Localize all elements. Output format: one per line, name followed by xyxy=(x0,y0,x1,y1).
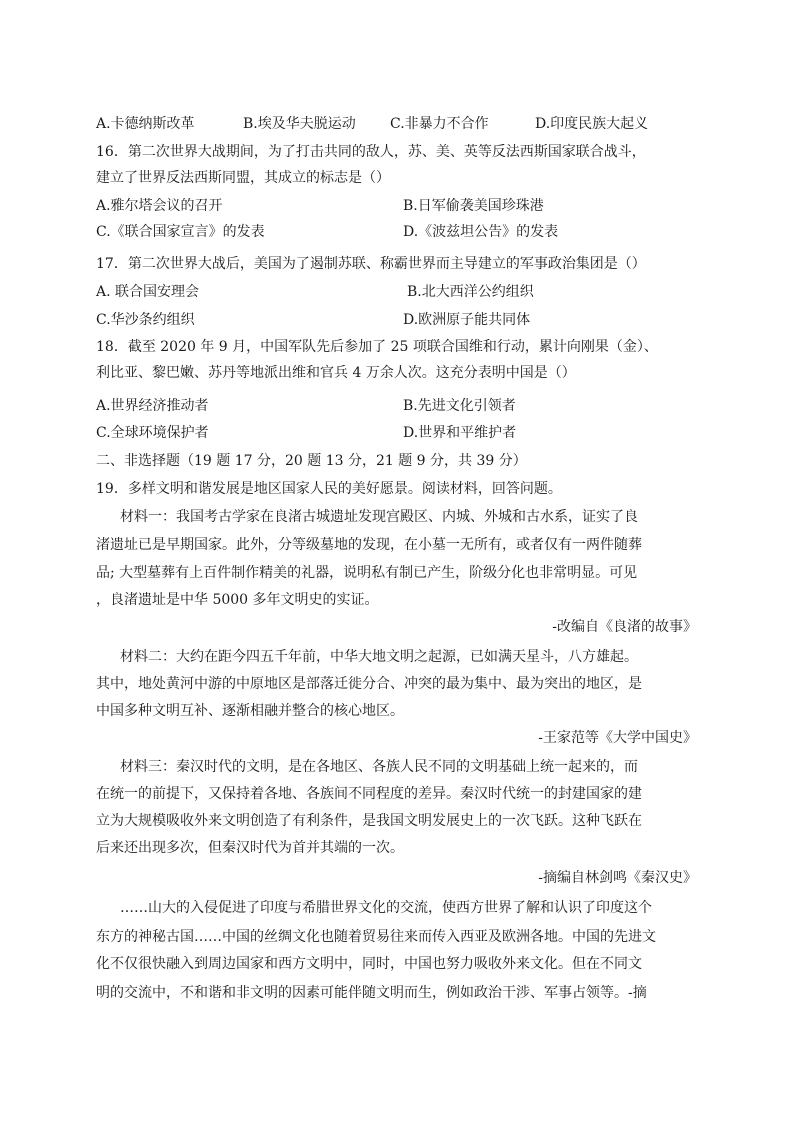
material2-line-1: 材料二：大约在距今四五千年前，中华大地文明之起源，已如满天星斗，八方雄起。 xyxy=(120,649,638,665)
material3-line-4: 后来还出现多次，但秦汉时代为首并其端的一次。 xyxy=(96,840,404,856)
material1-line-4: ，良渚遗址是中华 5000 多年文明史的实证。 xyxy=(96,592,379,608)
section-2-heading: 二、非选择题（19 题 17 分，20 题 13 分，21 题 9 分，共 39 分） xyxy=(96,453,527,469)
material2-source: -王家范等《大学中国史》 xyxy=(538,730,697,746)
q18-option-b: B.先进文化引领者 xyxy=(403,398,516,414)
q17-option-b: B.北大西洋公约组织 xyxy=(407,284,534,300)
q18-option-a: A.世界经济推动者 xyxy=(96,398,209,414)
q18-stem-line-1: 18．截至 2020 年 9 月，中国军队先后参加了 25 项联合国维和行动，累计向刚果（金）、 xyxy=(96,339,658,355)
material1-line-3: 品; 大型墓葬有上百件制作精美的礼器，说明私有制已产生，阶级分化也非常明显。可见 xyxy=(96,565,638,581)
q17-option-d: D.欧洲原子能共同体 xyxy=(403,312,531,328)
material1-source: -改编自《良渚的故事》 xyxy=(552,619,697,635)
q18-option-d: D.世界和平维护者 xyxy=(403,425,517,441)
q15-option-c: C.非暴力不合作 xyxy=(390,116,489,132)
q16-option-d: D.《波兹坦公告》的发表 xyxy=(403,224,559,240)
material4-line-3: 化不仅很快融入到周边国家和西方文明中，同时，中国也努力吸收外来文化。但在不同文 xyxy=(96,956,642,972)
q17-option-a: A. 联合国安理会 xyxy=(96,284,200,300)
material3-line-3: 立为大规模吸收外来文明创造了有利条件，是我国文明发展史上的一次飞跃。这种飞跃在 xyxy=(96,813,642,829)
q16-option-c: C.《联合国家宣言》的发表 xyxy=(96,224,265,240)
q16-stem-line-1: 16．第二次世界大战期间，为了打击共同的敌人，苏、美、英等反法西斯国家联合战斗， xyxy=(96,144,646,160)
material3-line-2: 在统一的前提下，又保持着各地、各族间不同程度的差异。秦汉时代统一的封建国家的建 xyxy=(96,786,642,802)
q18-option-c: C.全球环境保护者 xyxy=(96,425,209,441)
material1-line-1: 材料一：我国考古学家在良渚古城遗址发现宫殿区、内城、外城和古水系，证实了良 xyxy=(120,509,638,525)
material3-source: -摘编自林剑鸣《秦汉史》 xyxy=(538,870,697,886)
material4-line-4: 明的交流中，不和谐和非文明的因素可能伴随文明而生，例如政治干涉、军事占领等。-摘 xyxy=(96,985,647,1001)
q19-stem: 19．多样文明和谐发展是地区国家人民的美好愿景。阅读材料，回答问题。 xyxy=(96,481,562,497)
q15-option-b: B.埃及华夫脱运动 xyxy=(243,116,356,132)
q15-option-d: D.印度民族大起义 xyxy=(535,116,649,132)
q15-option-a: A.卡德纳斯改革 xyxy=(96,116,195,132)
material2-line-3: 中国多种文明互补、逐渐相融并整合的核心地区。 xyxy=(96,703,404,719)
material1-line-2: 渚遗址已是早期国家。此外，分等级墓地的发现，在小墓一无所有，或者仅有一两件随葬 xyxy=(96,537,642,553)
q17-stem: 17．第二次世界大战后，美国为了遏制苏联、称霸世界而主导建立的军事政治集团是（） xyxy=(96,256,646,272)
material2-line-2: 其中，地处黄河中游的中原地区是部落迁徙分合、冲突的最为集中、最为突出的地区，是 xyxy=(96,676,642,692)
q16-option-b: B.日军偷袭美国珍珠港 xyxy=(403,198,544,214)
material3-line-1: 材料三：秦汉时代的文明，是在各地区、各族人民不同的文明基础上统一起来的，而 xyxy=(120,759,638,775)
q16-option-a: A.雅尔塔会议的召开 xyxy=(96,198,223,214)
q16-stem-line-2: 建立了世界反法西斯同盟，其成立的标志是（） xyxy=(96,170,390,186)
material4-line-2: 东方的神秘古国……中国的丝绸文化也随着贸易往来而传入西亚及欧洲各地。中国的先进文 xyxy=(96,929,656,945)
q18-stem-line-2: 利比亚、黎巴嫩、苏丹等地派出维和官兵 4 万余人次。这充分表明中国是（） xyxy=(96,365,576,381)
q17-option-c: C.华沙条约组织 xyxy=(96,312,195,328)
material4-line-1: ……山大的入侵促进了印度与希腊世界文化的交流，使西方世界了解和认识了印度这个 xyxy=(120,900,652,916)
